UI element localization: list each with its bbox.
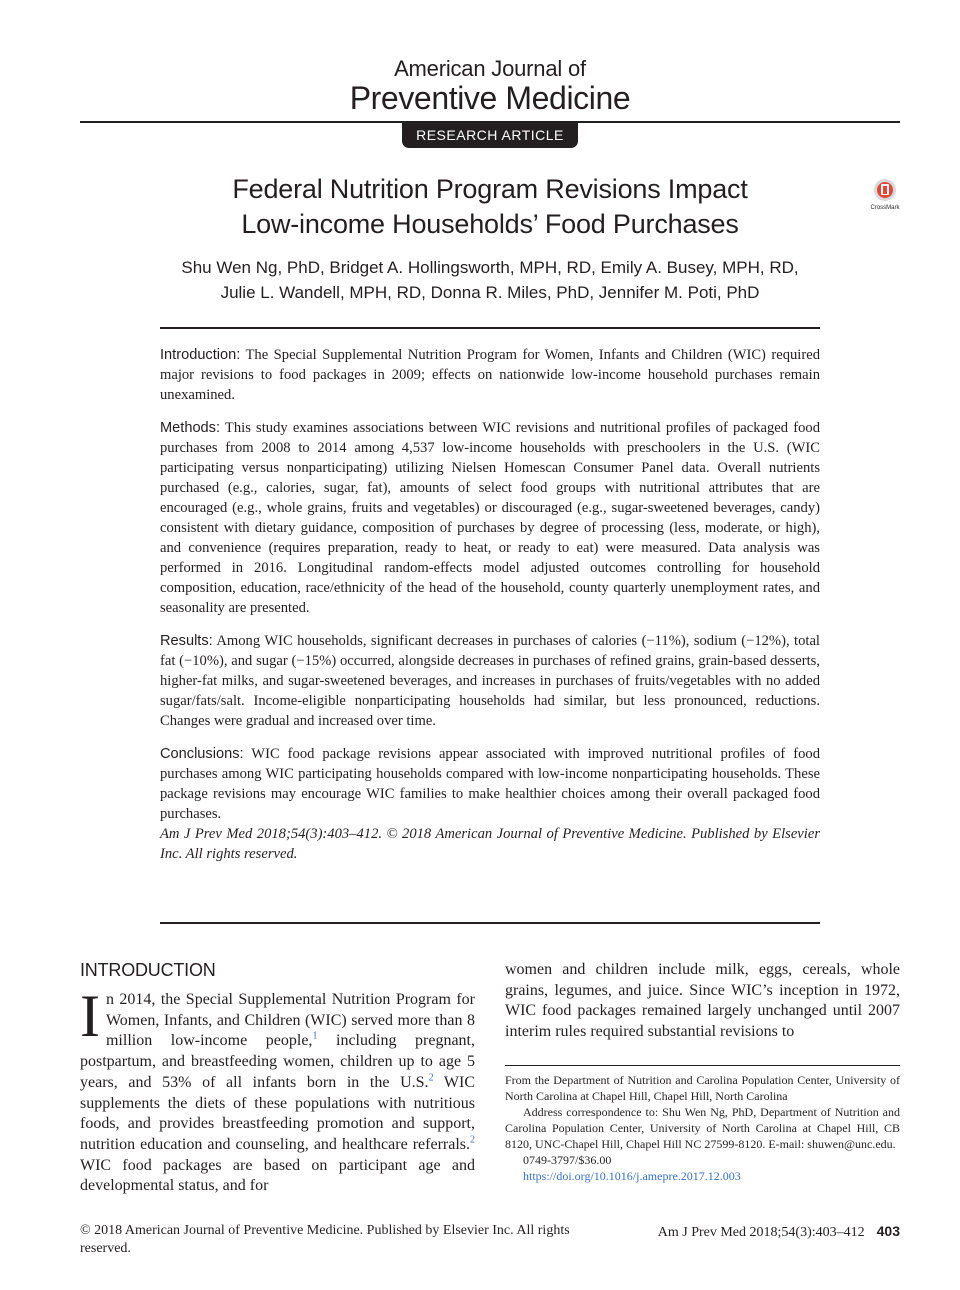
authors-line-2: Julie L. Wandell, MPH, RD, Donna R. Miles, PhD, Jennifer M. Poti, PhD — [220, 283, 760, 302]
journal-name-line1: American Journal of — [394, 56, 586, 81]
reference-link-2b[interactable]: 2 — [470, 1134, 475, 1146]
conclusions-label: Conclusions: — [160, 746, 244, 762]
author-list — [100, 255, 880, 305]
article-title — [120, 172, 860, 242]
correspondence-note: Address correspondence to: Shu Wen Ng, PhD, Department of Nutrition and Carolina Population Center, University of North Carolina at Chapel Hill, CB 8120, UNC-Chapel Hill, Chapel Hill NC 27599-8120. E-mail: shuwen@unc.edu. — [505, 1105, 900, 1151]
abstract-introduction — [160, 345, 820, 405]
right-column — [505, 960, 900, 1043]
left-column — [80, 960, 475, 1197]
conclusions-text: WIC food package revisions appear associated with improved nutritional profiles of food purchases among WIC participating households compared with low-income nonparticipating households. These package revisions may encourage WIC families to make healthier choices among their overall packaged food purchases. — [160, 746, 820, 822]
reference-link-2[interactable]: 2 — [428, 1072, 434, 1084]
page-number: 403 — [876, 1223, 900, 1239]
methods-label: Methods: — [160, 420, 221, 436]
abstract-bottom-rule — [160, 922, 820, 924]
doi-link[interactable]: https://doi.org/10.1016/j.amepre.2017.12.003 — [523, 1169, 741, 1183]
section-heading: INTRODUCTION — [80, 960, 216, 980]
intro-text-part3: WIC supplements the diets of these populations with nutritious foods, and provides breastfeeding promotion and support, nutrition education and counseling, and healthcare referrals. — [80, 1073, 476, 1153]
intro-text-part2: including pregnant, postpartum, and breastfeeding women, children up to age 5 years, and 53% of all infants born in the U.S. — [80, 1032, 475, 1091]
introduction-label: Introduction: — [160, 347, 241, 363]
intro-paragraph — [80, 983, 476, 1197]
article-type-badge: RESEARCH ARTICLE — [402, 123, 578, 148]
results-text: Among WIC households, significant decreases in purchases of calories (−11%), sodium (−12%), total fat (−10%), and sugar (−15%) occurred, alongside decreases in purchases of refined grains, grain-based desserts, higher-fat milks, and sugar-sweetened beverages, and increases in purchases of fruits/vegetables with no added sugar/fats/salt. Income-eligible nonparticipating households had similar, but less pronounced, reductions. Changes were gradual and increased over time. — [160, 633, 820, 729]
authors-line-1: Shu Wen Ng, PhD, Bridget A. Hollingsworth, MPH, RD, Emily A. Busey, MPH, RD, — [181, 258, 799, 277]
abstract-results — [160, 631, 820, 731]
footnotes — [505, 1072, 900, 1184]
drop-cap: I — [80, 983, 100, 1049]
footer-copyright: © 2018 American Journal of Preventive Medicine. Published by Elsevier Inc. All rights reserved. — [80, 1223, 570, 1256]
reference-link-1[interactable]: 1 — [312, 1031, 318, 1043]
right-column-text: women and children include milk, eggs, cereals, whole grains, legumes, and juice. Since WIC’s inception in 1972, WIC food packages remained largely unchanged until 2007 interim rules required substantial revisions to — [505, 961, 900, 1041]
title-line-2: Low-income Households’ Food Purchases — [241, 209, 739, 239]
crossmark-label: CrossMark — [870, 205, 900, 211]
intro-text-part1: n 2014, the Special Supplemental Nutrition Program for Women, Infants, and Children (WIC) served more than 8 million low-income people, — [105, 991, 475, 1050]
footer-citation: Am J Prev Med 2018;54(3):403–412 — [657, 1225, 865, 1240]
abstract-conclusions — [160, 744, 820, 824]
footnote-rule — [505, 1065, 900, 1066]
abstract-top-rule — [160, 327, 820, 329]
journal-name-line2: Preventive Medicine — [349, 80, 631, 116]
methods-text: This study examines associations between WIC revisions and nutritional profiles of packaged food purchases from 2008 to 2014 among 4,537 low-income households with preschoolers in the U.S. (WIC participating versus nonparticipating) utilizing Nielsen Homescan Consumer Panel data. Overall nutrients purchased (e.g., calories, sugar, fat), amounts of select food groups with nutritional attributes that are encouraged (e.g., whole grains, fruits and vegetables) or discouraged (e.g., sugar-sweetened beverages, candy) consistent with dietary guidance, composition of purchases by degree of processing (less, moderate, or high), and convenience (requires preparation, ready to heat, or ready to eat) were measured. Data analysis was performed in 2016. Longitudinal random-effects model adjusted outcomes controlling for household composition, education, race/ethnicity of the head of the household, county quarterly unemployment rates, and seasonality are presented. — [160, 420, 820, 616]
issn-note: 0749-3797/$36.00 — [523, 1153, 612, 1167]
abstract-citation: Am J Prev Med 2018;54(3):403–412. © 2018 American Journal of Preventive Medicine. Published by Elsevier Inc. All rights reserved. — [160, 826, 820, 862]
intro-text-part4: WIC food packages are based on participant age and developmental status, and for — [80, 1156, 475, 1195]
crossmark-logo-graphic — [867, 178, 903, 212]
affiliation-note: From the Department of Nutrition and Carolina Population Center, University of North Carolina at Chapel Hill, Chapel Hill, North Carolina — [505, 1073, 900, 1103]
abstract-methods — [160, 418, 820, 618]
title-line-1: Federal Nutrition Program Revisions Impact — [232, 174, 748, 204]
abstract — [160, 345, 820, 864]
introduction-text: The Special Supplemental Nutrition Program for Women, Infants and Children (WIC) required major revisions to food packages in 2009; effects on nationwide low-income household purchases remain unexamined. — [160, 347, 820, 403]
crossmark-icon[interactable] — [867, 178, 903, 212]
footer-citation-block — [620, 1222, 900, 1242]
results-label: Results: — [160, 633, 213, 649]
